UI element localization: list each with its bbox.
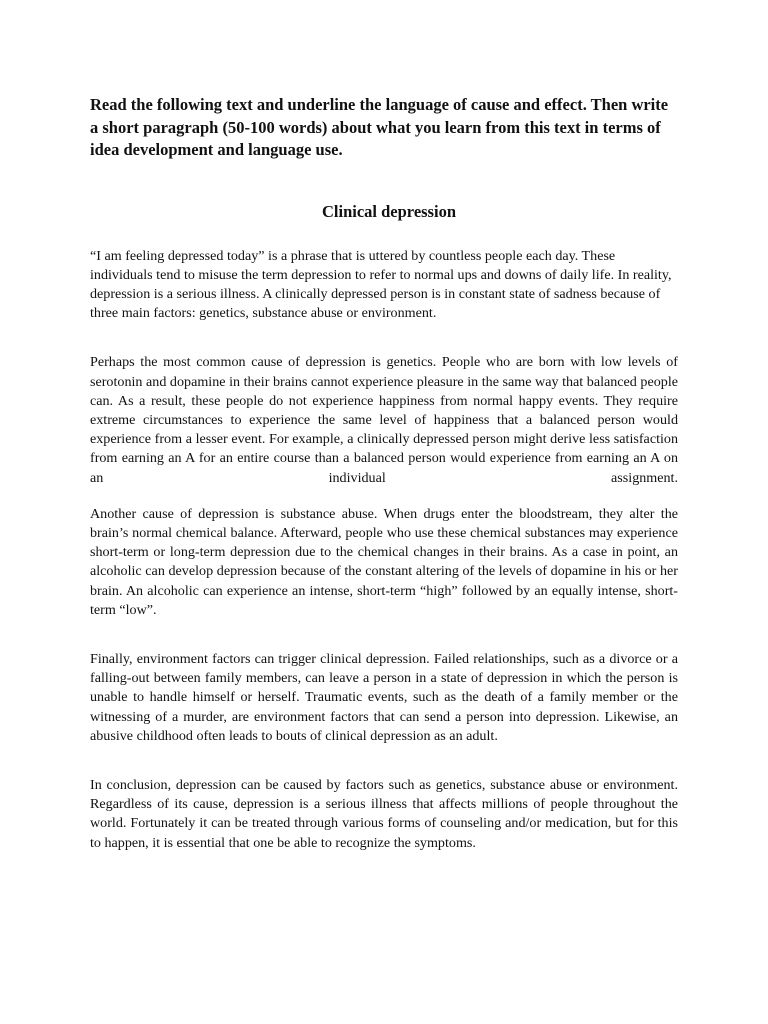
document-title: Clinical depression xyxy=(321,201,456,221)
paragraph-substance-abuse: Another cause of depression is substance abuse. When drugs enter the bloodstream, they alter the brain’s normal chemical balance. Afterward, people who use these chemical substances may experience short-term or long-term depression due to the chemical changes in their brains. As a case in point, an alcoholic can develop depression because of the constant altering of the levels of dopamine in his or her brain. An alcoholic can experience an intense, short-term “high” followed by an equally intense, short-term “low”. xyxy=(90,505,678,618)
instructions-text: Read the following text and underline the language of cause and effect. Then write a short paragraph (50-100 words) about what you learn from this text in terms of idea development and language use. xyxy=(90,95,669,159)
document-page xyxy=(90,94,678,853)
paragraph-genetics: Perhaps the most common cause of depression is genetics. People who are born with low levels of serotonin and dopamine in their brains cannot experience pleasure in the same way that balanced people can. As a result, these people do not experience happiness from normal happy events. They require extreme circumstances to experience the same level of happiness that a balanced person would experience from a lesser event. For example, a clinically depressed person might derive less satisfaction from earning an A for an entire course than a balanced person would experience from earning an A on an individual assignment. xyxy=(90,354,678,486)
paragraph-conclusion: In conclusion, depression can be caused by factors such as genetics, substance abuse or environment. Regardless of its cause, depression is a serious illness that affects millions of people throughout the world. Fortunately it can be treated through various forms of counseling and/or medication, but for this to happen, it is essential that one be able to recognize the symptoms. xyxy=(90,776,678,851)
paragraph-intro: “I am feeling depressed today” is a phrase that is uttered by countless people each day. These individuals tend to misuse the term depression to refer to normal ups and downs of daily life. In reality, depression is a serious illness. A clinically depressed person is in constant state of sadness because of three main factors: genetics, substance abuse or environment. xyxy=(90,247,672,322)
paragraph-environment: Finally, environment factors can trigger clinical depression. Failed relationships, such as a divorce or a falling-out between family members, can leave a person in a state of depression in which the person is unable to handle himself or herself. Traumatic events, such as the death of a family member or the witnessing of a murder, are environment factors that can send a person into depression. Likewise, an abusive childhood often leads to bouts of clinical depression as an adult. xyxy=(90,650,678,744)
